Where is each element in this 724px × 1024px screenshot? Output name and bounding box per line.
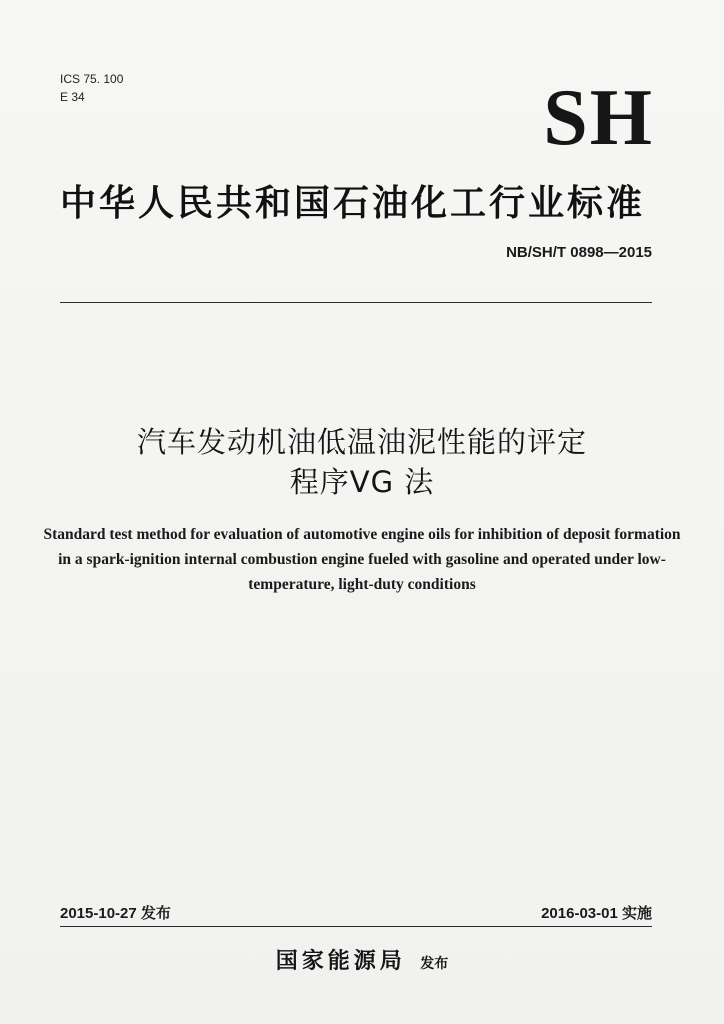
date-row xyxy=(60,902,652,924)
chinese-title-line-1: 汽车发动机油低温油泥性能的评定 xyxy=(136,425,587,459)
publisher-action: 发布 xyxy=(420,956,449,972)
publisher xyxy=(0,944,724,975)
top-divider xyxy=(60,302,652,303)
issue-date: 2015-10-27 发布 xyxy=(60,905,171,922)
english-title: Standard test method for evaluation of automotive engine oils for inhibition of deposit formation in a spark-ignition internal combustion engine fueled with gasoline and operated under low-temperature, light-duty conditions xyxy=(43,526,681,593)
category-code: E 34 xyxy=(60,90,85,104)
sh-logo: SH xyxy=(543,74,654,162)
publisher-name: 国家能源局 xyxy=(275,949,406,974)
chinese-title-line-2: 程序ⅤG 法 xyxy=(289,465,435,499)
standard-number: NB/SH/T 0898—2015 xyxy=(506,244,652,261)
effective-date: 2016-03-01 实施 xyxy=(541,905,652,922)
bottom-divider xyxy=(60,926,652,927)
classification-codes xyxy=(60,70,123,106)
ics-code: ICS 75. 100 xyxy=(60,72,124,86)
chinese-title xyxy=(0,422,724,502)
standard-title: 中华人民共和国石油化工行业标准 xyxy=(60,183,646,224)
